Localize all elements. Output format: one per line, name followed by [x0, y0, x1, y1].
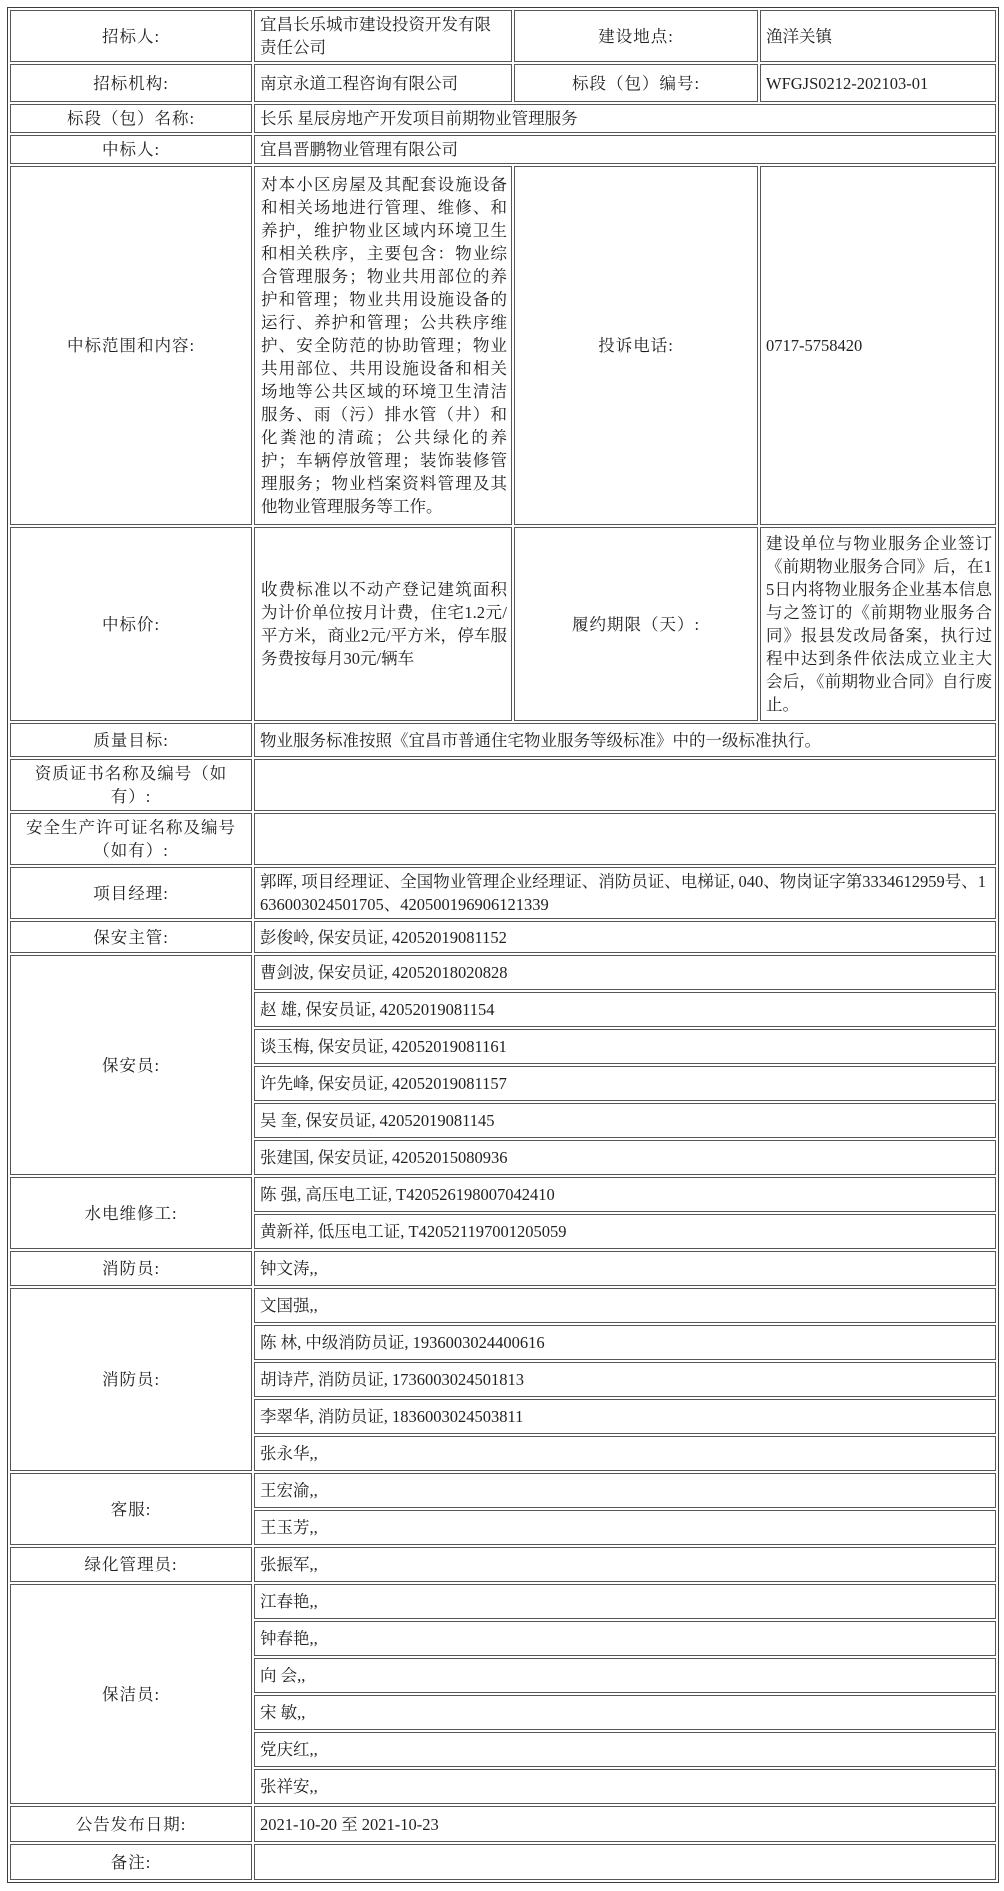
electrician-entry: 陈 强, 高压电工证, T420526198007042410: [254, 1177, 996, 1212]
row-safety-cert: [10, 813, 996, 865]
firefighter-entry: 胡诗芹, 消防员证, 1736003024501813: [254, 1362, 996, 1397]
safety-cert-label: 安全生产许可证名称及编号（如有）:: [10, 813, 252, 865]
staff-row: [10, 1547, 996, 1582]
firefighter-entry: 陈 林, 中级消防员证, 1936003024400616: [254, 1325, 996, 1360]
qualification-cert-value: [254, 759, 996, 811]
quality-value: 物业服务标准按照《宜昌市普通住宅物业服务等级标准》中的一级标准执行。: [254, 723, 996, 757]
staff-row: [10, 1584, 996, 1619]
row-remark: [10, 1844, 996, 1880]
complaint-phone-label: 投诉电话:: [514, 166, 758, 525]
row-publish-date: [10, 1806, 996, 1842]
greening-label: 绿化管理员:: [10, 1547, 252, 1582]
security-guard-entry: 赵 雄, 保安员证, 42052019081154: [254, 992, 996, 1027]
duration-value: 建设单位与物业服务企业签订《前期物业服务合同》后，在15日内将物业服务企业基本信息与之签订的《前期物业服务合同》报县发改局备案，执行过程中达到条件依法成立业主大会后，《前期物业合同》自行废止。: [760, 527, 996, 721]
row-tenderer: [10, 10, 996, 62]
project-manager-label: 项目经理:: [10, 867, 252, 919]
customer-service-label: 客服:: [10, 1473, 252, 1545]
safety-cert-value: [254, 813, 996, 865]
complaint-phone-value: 0717-5758420: [760, 166, 996, 525]
publish-date-value: 2021-10-20 至 2021-10-23: [254, 1806, 996, 1842]
staff-row: [10, 1288, 996, 1323]
row-price: [10, 527, 996, 721]
section-name-label: 标段（包）名称:: [10, 104, 252, 133]
staff-row: [10, 1473, 996, 1508]
scope-value: 对本小区房屋及其配套设施设备和相关场地进行管理、维修、和养护，维护物业区域内环境卫生和相关秩序，主要包含：物业综合管理服务；物业共用部位的养护和管理；物业共用设施设备的运行、养护和管理；公共秩序维护、安全防范的协助管理；物业共用部位、共用设施设备和相关场地等公共区域的环境卫生清洁服务、雨（污）排水管（井）和化粪池的清疏；公共绿化的养护；车辆停放管理；装饰装修管理服务；物业档案资料管理及其他物业管理服务等工作。: [254, 166, 512, 525]
row-project-manager: [10, 867, 996, 919]
firefighter-a-label: 消防员:: [10, 1251, 252, 1286]
security-guards-label: 保安员:: [10, 955, 252, 1175]
cleaner-entry: 向 会,,: [254, 1658, 996, 1693]
security-guard-entry: 张建国, 保安员证, 42052015080936: [254, 1140, 996, 1175]
electricians-label: 水电维修工:: [10, 1177, 252, 1249]
section-no-value: WFGJS0212-202103-01: [760, 64, 996, 102]
publish-date-label: 公告发布日期:: [10, 1806, 252, 1842]
firefighter-entry: 钟文涛,,: [254, 1251, 996, 1286]
staff-row: [10, 1251, 996, 1286]
security-guard-entry: 曹剑波, 保安员证, 42052018020828: [254, 955, 996, 990]
winner-value: 宜昌晋鹏物业管理有限公司: [254, 135, 996, 164]
cleaners-label: 保洁员:: [10, 1584, 252, 1804]
agency-label: 招标机构:: [10, 64, 252, 102]
firefighter-entry: 文国强,,: [254, 1288, 996, 1323]
bid-award-table: [7, 7, 999, 1883]
staff-row: [10, 1177, 996, 1212]
tenderer-label: 招标人:: [10, 10, 252, 62]
security-guard-entry: 谈玉梅, 保安员证, 42052019081161: [254, 1029, 996, 1064]
customer-service-entry: 王玉芳,,: [254, 1510, 996, 1545]
staff-row: [10, 955, 996, 990]
row-quality: [10, 723, 996, 757]
row-scope: [10, 166, 996, 525]
row-winner: [10, 135, 996, 164]
cleaner-entry: 宋 敏,,: [254, 1695, 996, 1730]
row-agency: [10, 64, 996, 102]
duration-label: 履约期限（天）:: [514, 527, 758, 721]
location-value: 渔洋关镇: [760, 10, 996, 62]
firefighters-b-label: 消防员:: [10, 1288, 252, 1471]
qualification-cert-label: 资质证书名称及编号（如有）:: [10, 759, 252, 811]
electrician-entry: 黄新祥, 低压电工证, T420521197001205059: [254, 1214, 996, 1249]
price-value: 收费标准以不动产登记建筑面积为计价单位按月计费，住宅1.2元/平方米，商业2元/平方米，停车服务费按每月30元/辆车: [254, 527, 512, 721]
row-section-name: [10, 104, 996, 133]
remark-label: 备注:: [10, 1844, 252, 1880]
security-guard-entry: 许先峰, 保安员证, 42052019081157: [254, 1066, 996, 1101]
section-no-label: 标段（包）编号:: [514, 64, 758, 102]
section-name-value: 长乐 星辰房地产开发项目前期物业管理服务: [254, 104, 996, 133]
winner-label: 中标人:: [10, 135, 252, 164]
price-label: 中标价:: [10, 527, 252, 721]
agency-value: 南京永道工程咨询有限公司: [254, 64, 512, 102]
greening-entry: 张振军,,: [254, 1547, 996, 1582]
scope-label: 中标范围和内容:: [10, 166, 252, 525]
remark-value: [254, 1844, 996, 1880]
cleaner-entry: 党庆红,,: [254, 1732, 996, 1767]
cleaner-entry: 钟春艳,,: [254, 1621, 996, 1656]
location-label: 建设地点:: [514, 10, 758, 62]
security-chief-label: 保安主管:: [10, 921, 252, 953]
row-security-chief: [10, 921, 996, 953]
security-guard-entry: 吴 奎, 保安员证, 42052019081145: [254, 1103, 996, 1138]
firefighter-entry: 李翠华, 消防员证, 1836003024503811: [254, 1399, 996, 1434]
row-qualification-cert: [10, 759, 996, 811]
customer-service-entry: 王宏渝,,: [254, 1473, 996, 1508]
quality-label: 质量目标:: [10, 723, 252, 757]
cleaner-entry: 张祥安,,: [254, 1769, 996, 1804]
project-manager-value: 郭晖, 项目经理证、全国物业管理企业经理证、消防员证、电梯证, 040、物岗证字第3334612959号、1636003024501705、420500196906121339: [254, 867, 996, 919]
firefighter-entry: 张永华,,: [254, 1436, 996, 1471]
tenderer-value: 宜昌长乐城市建设投资开发有限责任公司: [254, 10, 512, 62]
security-chief-value: 彭俊岭, 保安员证, 42052019081152: [254, 921, 996, 953]
cleaner-entry: 江春艳,,: [254, 1584, 996, 1619]
